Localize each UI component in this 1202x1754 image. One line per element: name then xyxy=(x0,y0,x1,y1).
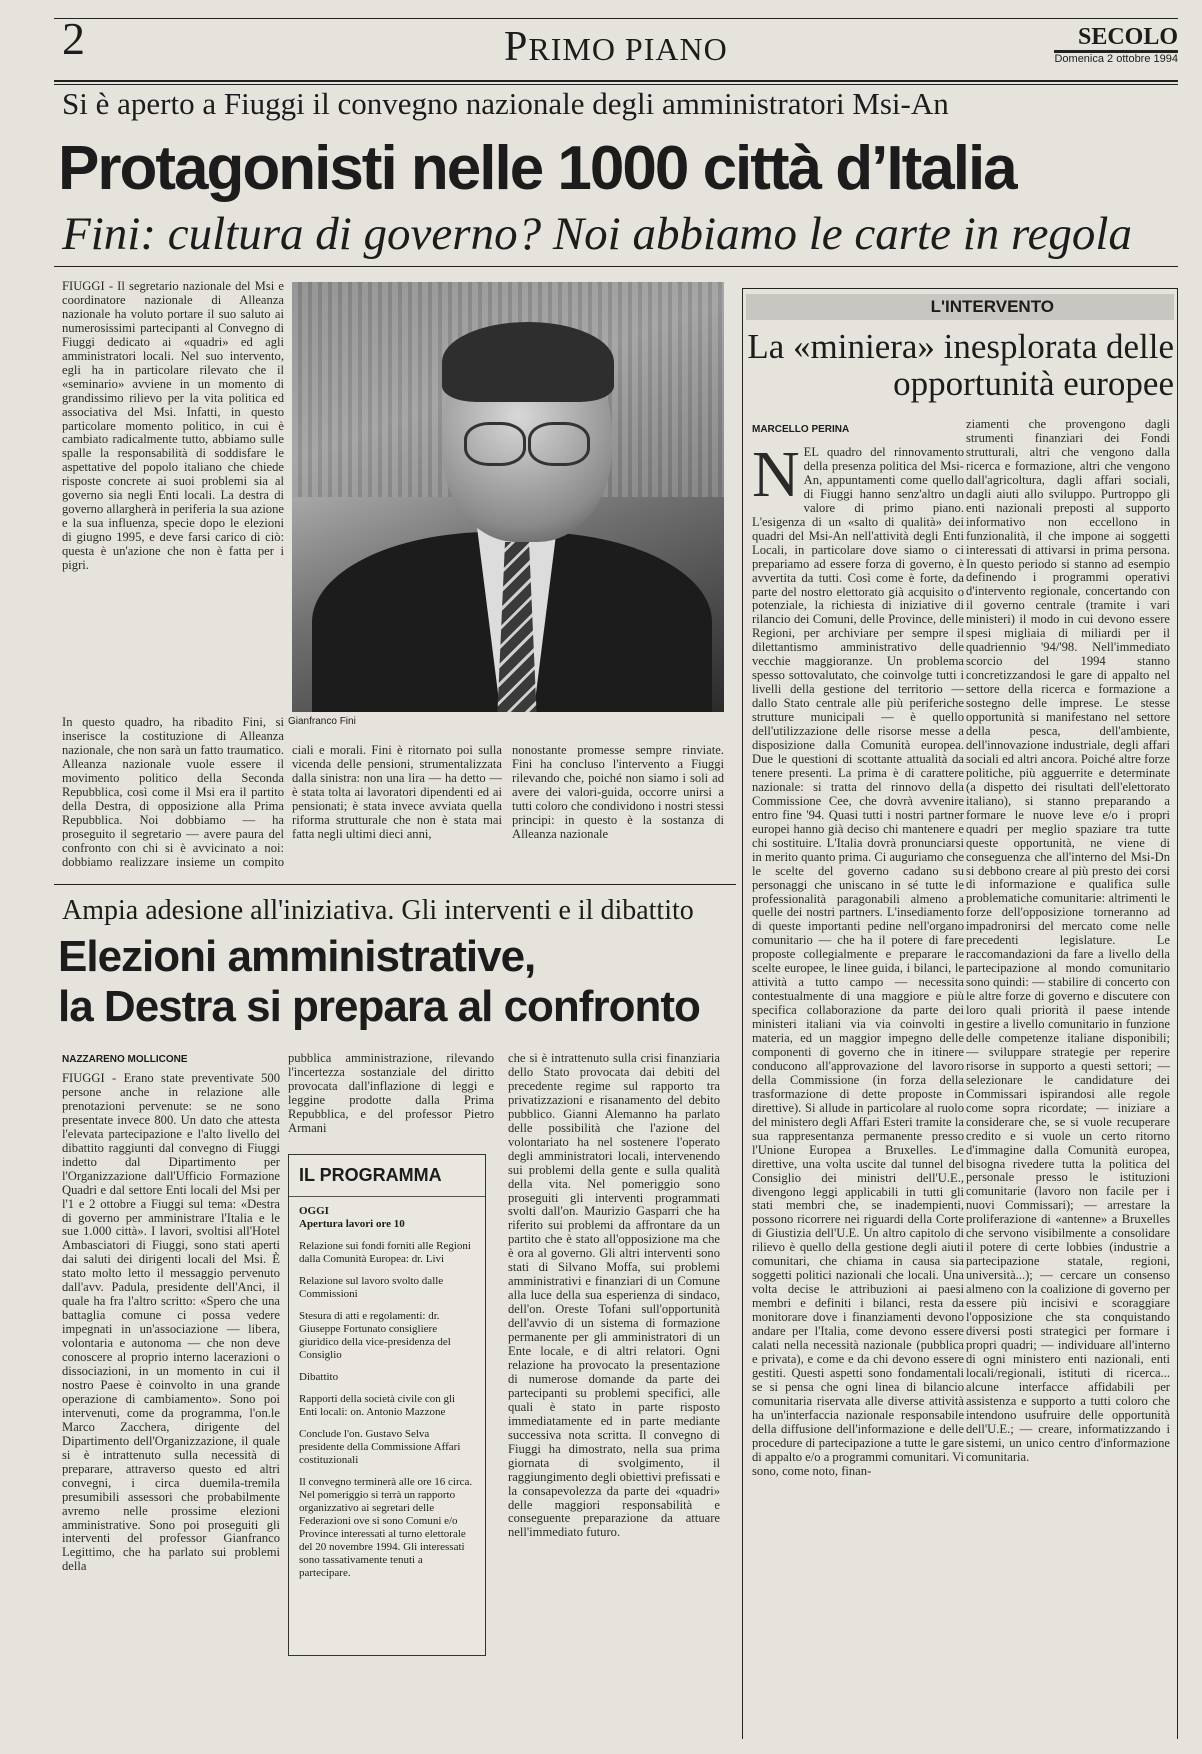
intervento-tag: L'INTERVENTO xyxy=(746,294,1174,320)
programma-item: Dibattito xyxy=(299,1371,339,1383)
intervento-col1-text: EL quadro del rinnovamento della presenza politica del Msi-An, appuntamenti come quello di Fiuggi hanno senz'altro un valore di primo piano. L'esigenza di un «salto di qualità» dei quadri del Msi-An nell'attività degli Enti Locali, in particolare dove siamo o ci prepariamo ad essere forza di governo, è avvertita da tutti. Così come è forte, da parte del nostro elettorato già acquisito o potenziale, la richiesta di iniziative di rilancio dei Comuni, delle Province, delle Regioni, per archiviare per sempre il dilettantismo amministrativo delle vecchie maggioranze. Un problema spesso sottovalutato, che coinvolge tutti i livelli della gestione del territorio — dallo Stato centrale alle più periferiche strutture municipali — è quello dell'utilizzazione delle risorse messe a disposizione dalla Comunità europea. Due le questioni di scottante attualità da tenere presenti. La prima è di carattere nazionale: si tratta del rinnovo della Commissione Cee, che dovrà avvenire entro fine '94. Quasi tutti i nostri partner europei hanno già deciso chi mantenere e chi sostituire. L'Italia dovrà pronunciarsi in merito quanto prima. Ci auguriamo che le scelte del governo cadano su personaggi che uniscano in sé tutte le professionalità paragonabili almeno a quelle dei nostri partners. L'insediamento di queste importanti pedine nell'organo comunitario — che ha il potere di fare proposte collegialmente e preparare le scelte europee, le linee guida, i bilanci, le attività a tutto campo — necessita contestualmente di una maggiore e più specifica collaborazione da parte dei ministeri italiani via via coinvolti in materia, ed un maggior impegno delle componenti di governo che in itinere conducono all'approvazione del lavoro della Commissione (in forza della trasformazione di dette proposte in direttive). Si allude in particolare al ruolo del ministero degli Affari Esteri tramite la sua rappresentanza permanente presso l'Unione Europea a Bruxelles. Le direttive, una volta uscite dal tunnel del Consiglio dei ministri dell'U.E., divengono leggi applicabili in tutti gli stati membri che, se inadempienti, possono ricorrere nei riguardi della Corte di Giustizia dell'U.E. Un altro capitolo di rilievo è quello della gestione degli aiuti comunitari, che chiama in causa sia soggetti politici nazionali che locali. Una volta decise le attribuzioni ai paesi membri e definiti i bilanci, resta da monitorare dove i finanziamenti devono andare per l'Italia, come devono essere calati nella necessità nazionale (pubblica e privata), e come e da chi devono essere gestiti. Questi aspetti sono fondamentali se si pensa che ogni linea di bilancio comunitaria riservata alle diverse attività ha un'interfaccia nazionale responsabile della diffusione dell'informazione e delle procedure di partecipazione a tutte le gare di appalto e/o a programmi comunitari. Vi sono, come noto, finan- xyxy=(752,446,964,1478)
programma-item: Conclude l'on. Gustavo Selva presidente della Commissione Affari costituzionali xyxy=(299,1428,461,1466)
main-article-col2 xyxy=(292,744,502,864)
programma-item: Stesura di atti e regolamenti: dr. Giuseppe Fortunato consigliere giuridico della vice-presidenza del Consiglio xyxy=(299,1310,451,1361)
programma-item: Il convegno terminerà alle ore 16 circa. Nel pomeriggio si terrà un rapporto organizzativo ai segretari delle Federazioni ove si sono Comuni e/o Province interessati al turno elettorale del 20 novembre 1994. Gli interessati sono tassativamente tenuti a partecipare. xyxy=(299,1476,473,1579)
programma-item: Relazione sul lavoro svolto dalle Commissioni xyxy=(299,1275,444,1300)
programma-item: Relazione sui fondi forniti alle Regioni dalla Comunità Europea: dr. Livi xyxy=(299,1240,471,1265)
second-col2 xyxy=(288,1052,494,1148)
main-article-para1: FIUGGI - Il segretario nazionale del Msi e coordinatore nazionale di Alleanza nazionale ha voluto portare il suo saluto ai numerosissimi partecipanti al Convegno di Fiuggi dedicato ai «quadri» ed agli amministratori locali. Nel suo intervento, egli ha in particolare rilevato che il «seminario» avviene in un momento di grandissimo rilievo per la vita politica ed associativa del Msi. Infatti, in questo particolare momento politico, in cui è cambiato radicalmente tutto, abbiamo sulle spalle la responsabilità di soddisfare le aspettative del popolo italiano che chiede risposte concrete ai suoi problemi sia al governo sia negli Enti locali. La destra di governo allargherà in periferia la sua azione e la sua influenza, specie dopo le elezioni di giugno 1995, e deve farsi carico di ciò: questa è un'azione che non è fatta per i pigri. xyxy=(62,280,284,573)
intervento-byline: MARCELLO PERINA xyxy=(752,424,850,435)
section-title-cap: P xyxy=(504,24,529,70)
main-article-col1 xyxy=(62,280,284,716)
main-article-col2-text: ciali e morali. Fini è ritornato poi sulla vicenda delle pensioni, strumentalizzata dalla sinistra: non una lira — ha detto — è stata tolta ai lavoratori dipendenti ed ai pensionati; è stata invece avviata quella riforma strutturale che non è stata mai fatta negli ultimi dieci anni, xyxy=(292,744,502,841)
intervento-title: La «miniera» inesplorata delle opportunità europee xyxy=(747,327,1174,403)
main-article-col1b xyxy=(62,716,284,868)
masthead xyxy=(1054,24,1178,65)
main-article-col3 xyxy=(512,744,724,864)
second-col3 xyxy=(508,1052,720,1738)
masthead-logo: SECOLO xyxy=(1054,24,1178,53)
intervento-col1 xyxy=(752,446,964,1736)
main-subhead: Fini: cultura di governo? Noi abbiamo le carte in regola xyxy=(62,208,1132,260)
second-headline xyxy=(58,932,700,1032)
main-article-col3-text: nonostante promesse sempre rinviate. Fini ha concluso l'intervento a Fiuggi rilevando che, poiché non siamo i soli ad avere dei valori-guida, occorre unirsi a tutti coloro che condividono i nostri stessi principi: in questo è la sostanza di Alleanza nazionale xyxy=(512,744,724,841)
second-headline-line1: Elezioni amministrative, xyxy=(58,932,536,981)
second-col1 xyxy=(62,1072,280,1738)
second-headline-line2: la Destra si prepara al confronto xyxy=(58,982,700,1031)
portrait-photo xyxy=(292,282,724,712)
intervento-col2-text: ziamenti che provengono dagli strumenti finanziari dei Fondi strutturali, altri che vengono dalla ricerca e formazione, altri che vengono dall'agricoltura, dagli affari sociali, dagli aiuti allo sviluppo. Purtroppo gli enti nazionali preposti al supporto informativo non eccellono in funzionalità, il che impone ai soggetti interessati di attivarsi in prima persona. In questo periodo si stanno ad esempio definendo i programmi operativi d'intervento regionale, concertando con il governo centrale (tramite i vari ministeri) il modo in cui devono essere spesi migliaia di miliardi per il quadriennio '94/'98. Nell'immediato scorcio del 1994 stanno concretizzandosi le gare di appalto nel settore della ricerca e formazione a sostegno delle imprese. Le stesse opportunità si manifestano nel settore della pesca, dell'ambiente, dell'innovazione industriale, degli affari sociali ed altri ancora. Poiché altre forze politiche, più agguerrite e determinate (a dispetto dei risultati dell'elettorato italiano), si stanno preparando a formare le nuove leve e/o i propri quadri per meglio spaziare tra tutte queste opportunità, ne viene di conseguenza che all'interno del Msi-Dn si debbono creare al più presto dei corsi di informazione e qualifica sulle problematiche comunitarie: altrimenti le forze dell'opposizione torneranno ad impadronirsi del mercato come nelle precedenti legislature. Le raccomandazioni da fare a livello della partecipazione al mondo comunitario sono quindi: — stabilire di concerto con le altre forze di governo e discutere con loro quali priorità il paese intende gestire a livello comunitario in funzione delle competenze italiane disponibili; — sviluppare strategie per reperire risorse in supporto a questi settori; — selezionare le candidature dei Commissari ispirandosi alle regole come sopra ricordate; — iniziare a considerare che, se si vuole recuperare credito e si vuole un certo ritorno d'immagine dalla Comunità europea, bisogna rivedere tutta la politica del personale presso le istituzioni comunitarie (lavoro non facile per i nuovi Commissari); — arrestare la proliferazione di «antenne» a Bruxelles che servono visibilmente a consolidare il potere di certe lobbies (industrie a partecipazione statale, regioni, università...); — cercare un consenso almeno con la coalizione di governo per essere più incisivi e scoraggiare l'opposizione che sta conquistando diversi posti strategici per formare i propri quadri; — individuare all'interno di ogni ministero enti nazionali, enti locali/regionali, istituti di ricerca... alcune interfacce affidabili per assistenza e supporto a tutti coloro che intendono usufruire delle opportunità dell'U.E.; — creare, informatizzando i sistemi, un unico centro d'informazione comunitaria. xyxy=(966,418,1170,1464)
programma-item: Rapporti della società civile con gli Enti locali: on. Antonio Mazzone xyxy=(299,1393,456,1418)
programma-item: Apertura lavori ore 10 xyxy=(299,1218,405,1230)
issue-date: Domenica 2 ottobre 1994 xyxy=(1054,53,1178,65)
intervento-col2 xyxy=(966,418,1170,1736)
second-col2-text: pubblica amministrazione, rilevando l'incertezza sostanziale del diritto provocata dall'inflazione di leggi e leggine prodotte dalla Prima Repubblica, e del professor Pietro Armani xyxy=(288,1052,494,1135)
photo-caption: Gianfranco Fini xyxy=(288,716,356,727)
second-kicker: Ampia adesione all'iniziativa. Gli interventi e il dibattito xyxy=(62,895,694,926)
second-col1-text: FIUGGI - Erano state preventivate 500 persone anche in relazione alle prenotazioni pervenute: se ne sono presentate invece 800. Un dato che attesta l'elevata partecipazione e l'alto livello del dibattito raggiunti dal convegno di Fiuggi indetto dal Dipartimento per l'Organizzazione dall'Ufficio Formazione Quadri e dal settore Enti locali del Msi per l'1 e 2 ottobre a Fiuggi sul tema: «Destra di governo per amministrare l'Italia e le sue 1.000 città». I lavori, svoltisi all'Hotel Ambasciatori di Fiuggi, sono stati aperti dai saluti dei dirigenti locali del Msi. È stato molto letto il messaggio pervenuto dall'avv. Padula, presidente dell'Anci, il quale ha fra l'altro scritto: «Spero che una battaglia comune ci possa vedere impegnati in un'associazione — libera, volontaria e autonoma — che non deve conoscere al proprio interno lacerazioni o dissociazioni, in un momento in cui il nostro Paese è coinvolto in una grande operazione di cambiamento». Sono poi intervenuti, come da programma, l'on.le Marco Zacchera, dirigente del Dipartimento dell'Organizzazione, il quale si è intrattenuto sulla necessità di preparare, attraverso questo ed altri convegni, i circa duemila-tremila presumibili assessori che probabilmente avremo nelle prossime elezioni amministrative. Sono poi proseguiti gli interventi del professor Gianfranco Legittimo, che ha parlato sui problemi della xyxy=(62,1072,280,1574)
main-headline: Protagonisti nelle 1000 città d’Italia xyxy=(58,134,1016,203)
programma-title: IL PROGRAMMA xyxy=(289,1155,485,1197)
intervento-dropcap: N xyxy=(752,446,800,511)
section-title xyxy=(504,22,728,74)
second-byline: NAZZARENO MOLLICONE xyxy=(62,1054,188,1065)
page-number: 2 xyxy=(62,13,85,64)
programma-box xyxy=(288,1154,486,1656)
second-col3-text: che si è intrattenuto sulla crisi finanziaria dello Stato provocata dai debiti del precedente regime sul rapporto tra privatizzazioni e risanamento del debito pubblico. Gianni Alemanno ha parlato delle possibilità che l'azione del volontariato ha nel sostenere l'operato degli amministratori locali, intervenendo sui problemi della gente e sulla qualità della vita. Nel pomeriggio sono proseguiti gli interventi programmati svolti dall'on. Maurizio Gasparri che ha riferito sui problemi da affrontare da un partito che è stato all'opposizione ma che è ora al governo. Gli altri interventi sono stati di Silvano Moffa, sui problemi amministrativi e finanziari di un Comune alla luce della sua esperienza di sindaco, dell'on. Oreste Tofani sull'opportunità dell'avvio di un sistema di formazione permanente per gli amministratori di un Ente locale, e di altri relatori. Ogni relazione ha provocato la presentazione di numerose domande da parte dei partecipanti su problemi specifici, alle quali è stato in parte risposto immediatamente ed in parte mediante successiva nota scritta. Il convegno di Fiuggi ha dimostrato, nella sua prima giornata di svolgimento, il raggiungimento degli obiettivi prefissati e la consapevolezza da parte dei «quadri» delle maggiori responsabilità e conseguente preparazione da attuare nell'immediato futuro. xyxy=(508,1052,720,1540)
main-article-para2: In questo quadro, ha ribadito Fini, si inserisce la costituzione di Alleanza nazionale, che non sarà un fatto traumatico. Alleanza nazionale vuole essere il movimento politico della Seconda Repubblica, così come il Msi era il partito della Destra, di opposizione alla Prima Repubblica. Noi dobbiamo — ha proseguito il segretario — avere paura del confronto con chi si è avvicinato a noi: dobbiamo realizzare insieme un compito xyxy=(62,716,284,868)
section-title-rest: RIMO PIANO xyxy=(528,31,728,67)
main-kicker: Si è aperto a Fiuggi il convegno nazionale degli amministratori Msi-An xyxy=(62,86,949,121)
programma-item: OGGI xyxy=(299,1205,329,1217)
